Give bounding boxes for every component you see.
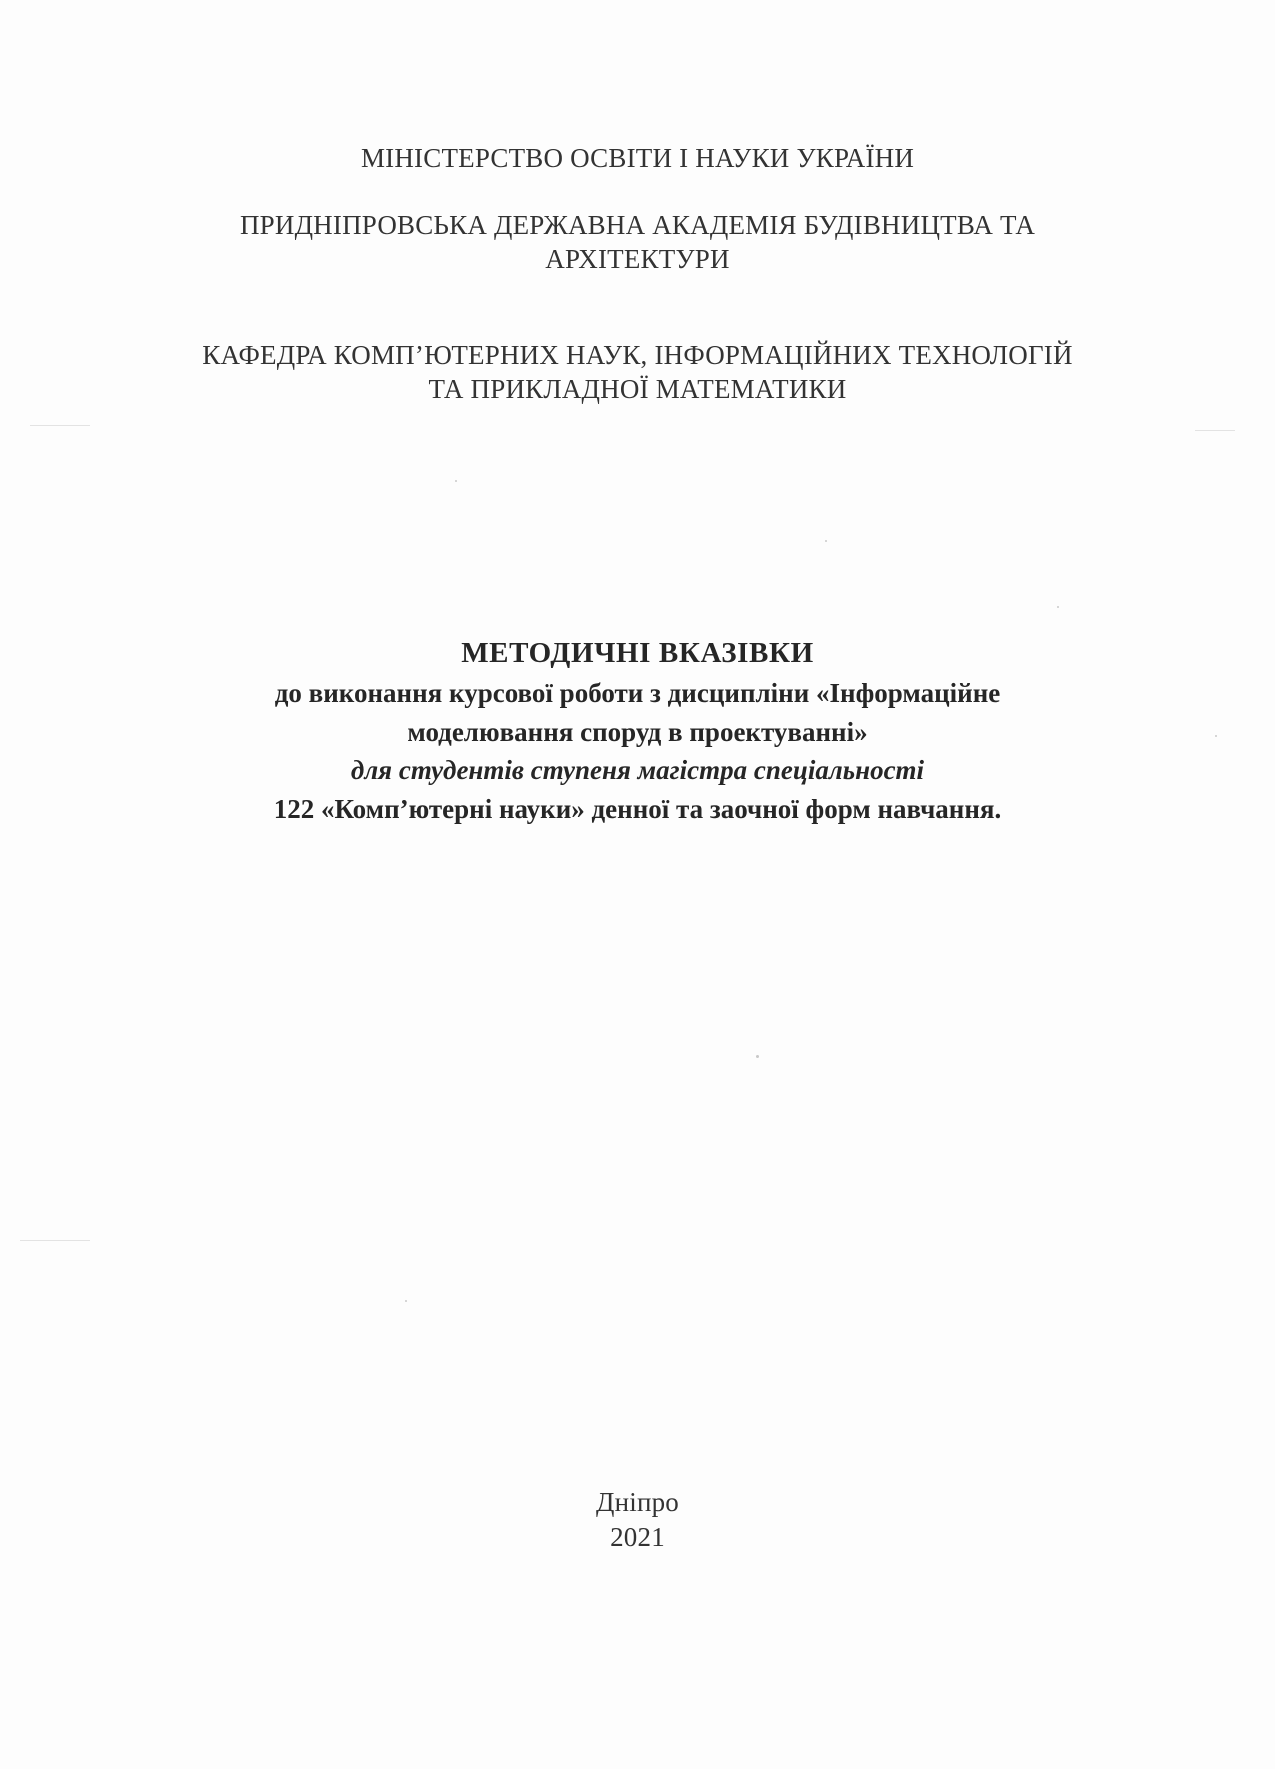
subtitle-line3: для студентів ступеня магістра спеціальності (350, 755, 925, 785)
scan-speck (1215, 735, 1217, 737)
scan-speck (455, 480, 457, 482)
subtitle-line1: до виконання курсової роботи з дисципліни «Інформаційне (274, 678, 1001, 708)
city-label: Дніпро (595, 1487, 680, 1517)
subtitle-line2: моделювання споруд в проектуванні» (407, 717, 868, 747)
scan-speck (405, 1300, 407, 1302)
scan-artifact (20, 1240, 90, 1241)
scan-speck (1057, 606, 1059, 608)
ministry-heading: МІНІСТЕРСТВО ОСВІТИ І НАУКИ УКРАЇНИ (360, 143, 915, 173)
scan-artifact (1195, 430, 1235, 431)
department-heading-line2: ТА ПРИКЛАДНОЇ МАТЕМАТИКИ (428, 374, 847, 404)
academy-heading-line1: ПРИДНІПРОВСЬКА ДЕРЖАВНА АКАДЕМІЯ БУДІВНИЦТВА ТА (239, 210, 1036, 240)
scan-speck (756, 1055, 759, 1058)
scan-speck (825, 540, 827, 542)
subtitle-line4: 122 «Комп’ютерні науки» денної та заочної форм навчання. (273, 794, 1002, 824)
document-title: МЕТОДИЧНІ ВКАЗІВКИ (461, 637, 814, 669)
department-heading-line1: КАФЕДРА КОМП’ЮТЕРНИХ НАУК, ІНФОРМАЦІЙНИХ ТЕХНОЛОГІЙ (202, 340, 1073, 370)
year-label: 2021 (610, 1522, 665, 1552)
academy-heading-line2: АРХІТЕКТУРИ (545, 244, 730, 274)
scan-artifact (30, 425, 90, 426)
